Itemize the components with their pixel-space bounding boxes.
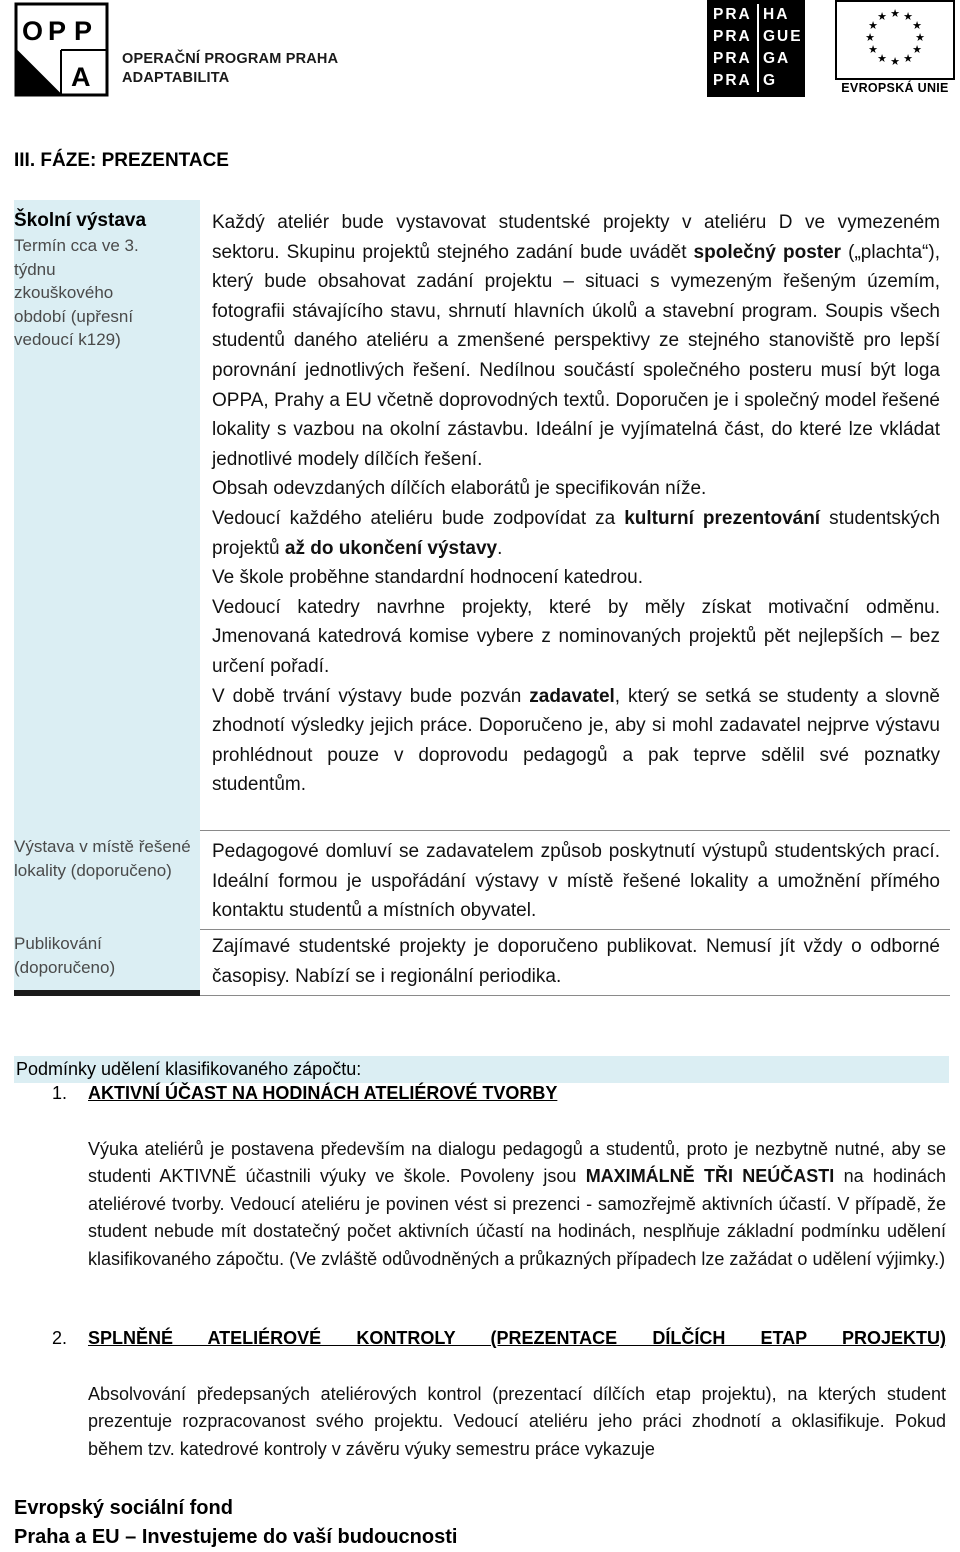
svg-text:P: P (48, 16, 67, 46)
eu-flag-icon (835, 0, 955, 80)
paragraph: Zajímavé studentské projekty je doporučeno publikovat. Nemusí jít vždy o odborné časopisy. Nabízí se i regionální periodika. (212, 936, 940, 987)
svg-text:★: ★ (915, 31, 925, 44)
row-content (200, 930, 950, 996)
row-label-title: Výstava v místě řešené lokality (doporučeno) (14, 837, 191, 880)
oppa-line-1: OPERAČNÍ PROGRAM PRAHA (122, 51, 339, 67)
paragraph: Vedoucí katedry navrhne projekty, které by měly získat motivační odměnu. Jmenovaná katedrová komise vybere z nominovaných projektů pět nejlepších – bez určení pořadí. (212, 596, 940, 677)
svg-text:★: ★ (877, 52, 887, 65)
condition-item-body (88, 1381, 946, 1463)
eu-logo (833, 0, 957, 98)
svg-text:★: ★ (890, 7, 900, 20)
section-title: III. FÁZE: PREZENTACE (14, 150, 229, 171)
paragraph: V době trvání výstavy bude pozván zadavatel, který se setká se studenty a slovně zhodnotí výsledky jejich práce. Doporučeno je, aby si mohl zadavatel nejprve výstavu prohlédnout pouze v doprovodu pedagogů a pak teprve sdělil své poznatky studentům. (212, 685, 940, 796)
footer-line-1: Evropský sociální fond (14, 1497, 233, 1519)
footer-line-2: Praha a EU – Investujeme do vaší budoucnosti (14, 1526, 458, 1548)
praha-logo-cell: GA (763, 50, 791, 67)
row-content (200, 831, 950, 930)
svg-text:★: ★ (868, 43, 878, 56)
oppa-line-2: ADAPTABILITA (122, 70, 230, 86)
row-label (14, 930, 200, 996)
paragraph: Obsah odevzdaných dílčích elaborátů je specifikován níže. (212, 478, 707, 500)
svg-text:★: ★ (877, 10, 887, 23)
item-number: 1. (52, 1083, 68, 1103)
row-content (200, 200, 950, 831)
praha-logo-cell: PRA (713, 72, 752, 89)
condition-item-body (88, 1136, 946, 1273)
item-number: 2. (52, 1328, 68, 1348)
svg-text:O: O (22, 16, 44, 46)
praha-logo-cell: PRA (713, 6, 752, 23)
page-footer (14, 1494, 457, 1552)
conditions-heading: Podmínky udělení klasifikovaného zápočtu: (14, 1056, 949, 1083)
paragraph: Absolvování předepsaných ateliérových kontrol (prezentací dílčích etap projektu), na kterých student prezentuje rozpracovanost svého projektu. Vedoucí ateliéru jeho práci zhodnotí a oklasifikuje. Pokud během tzv. katedrové kontroly v závěru výuky semestru práce vykazuje (88, 1384, 946, 1459)
paragraph: Vedoucí každého ateliéru bude zodpovídat za kulturní prezentování studentských projektů až do ukončení výstavy. (212, 507, 941, 559)
praha-logo-cell: HA (763, 6, 790, 23)
praha-logo-cell: GUE (763, 28, 803, 45)
condition-item-heading (52, 1328, 946, 1349)
table-row (14, 831, 950, 930)
page-header (0, 0, 960, 105)
svg-text:★: ★ (890, 55, 900, 68)
paragraph: Výuka ateliérů je postavena především na dialogu pedagogů a studentů, proto je nezbytně nutné, aby se studenti AKTIVNĚ účastnili výuky ve škole. Povoleny jsou MAXIMÁLNĚ TŘI NEÚČASTI na hodinách ateliérové tvorby. Vedoucí ateliéru je povinen vést si prezenci - samozřejmě aktivních účastí. V případě, že student nebude mít dostatečný počet aktivních účastí na hodinách, nesplňuje základní podmínku udělení klasifikovaného zápočtu. (Ve zvláště odůvodněných a průkazných případech lze zažádat o udělení výjimky.) (88, 1139, 946, 1269)
row-label (14, 200, 200, 831)
paragraph: Ve škole proběhne standardní hodnocení katedrou. (212, 567, 643, 589)
praha-logo-cell: PRA (713, 50, 752, 67)
svg-text:★: ★ (868, 19, 878, 32)
svg-text:A: A (71, 62, 91, 92)
paragraph: Pedagogové domluví se zadavatelem způsob poskytnutí výstupů studentských prací. Ideální formou je uspořádání výstavy v místě řešené lokality a umožnění přímého kontaktu studentů a místních obyvatel. (212, 841, 940, 922)
svg-text:★: ★ (865, 31, 875, 44)
condition-item-heading (52, 1083, 557, 1104)
praha-logo-cell: PRA (713, 28, 752, 45)
presentation-table (14, 200, 950, 996)
row-label-title: Publikování (doporučeno) (14, 934, 116, 977)
svg-text:★: ★ (912, 43, 922, 56)
svg-text:★: ★ (903, 10, 913, 23)
oppa-logo-icon (14, 2, 109, 97)
svg-text:★: ★ (903, 52, 913, 65)
oppa-logo (14, 2, 109, 97)
row-label-note: Termín cca ve 3. týdnu zkouškového období (upřesní vedoucí k129) (14, 236, 139, 349)
table-row (14, 930, 950, 996)
svg-text:P: P (74, 16, 93, 46)
praha-logo (707, 0, 805, 97)
row-label (14, 831, 200, 930)
praha-logo-cell: G (763, 72, 778, 89)
item-title: AKTIVNÍ ÚČAST NA HODINÁCH ATELIÉROVÉ TVORBY (88, 1083, 558, 1103)
item-title: SPLNĚNÉ ATELIÉROVÉ KONTROLY (PREZENTACE DÍLČÍCH ETAP PROJEKTU) (88, 1328, 946, 1348)
svg-text:★: ★ (912, 19, 922, 32)
row-label-title: Školní výstava (14, 210, 147, 231)
table-row (14, 200, 950, 831)
paragraph: Každý ateliér bude vystavovat studentské projekty v ateliéru D ve vymezeném sektoru. Skupinu projektů stejného zadání bude uvádět společný poster („plachta“), který bude obsahovat zadání projektu – situaci s vymezeným řešeným územím, fotografii stávajícího stavu, shrnutí hlavních úkolů a stavební program. Soupis všech studentů daného ateliéru a zmenšené perspektivy ze stejného stanoviště pro lepší porovnání jednotlivých řešení. Nedílnou součástí společného posteru musí být loga OPPA, Prahy a EU včetně doprovodných textů. Doporučen je i společný model řešené lokality s vazbou na okolní zástavbu. Ideální je vyjímatelná část, do které lze vkládat jednotlivé modely dílčích řešení. (212, 212, 940, 470)
oppa-program-name (122, 50, 338, 88)
eu-label: EVROPSKÁ UNIE (841, 81, 949, 95)
